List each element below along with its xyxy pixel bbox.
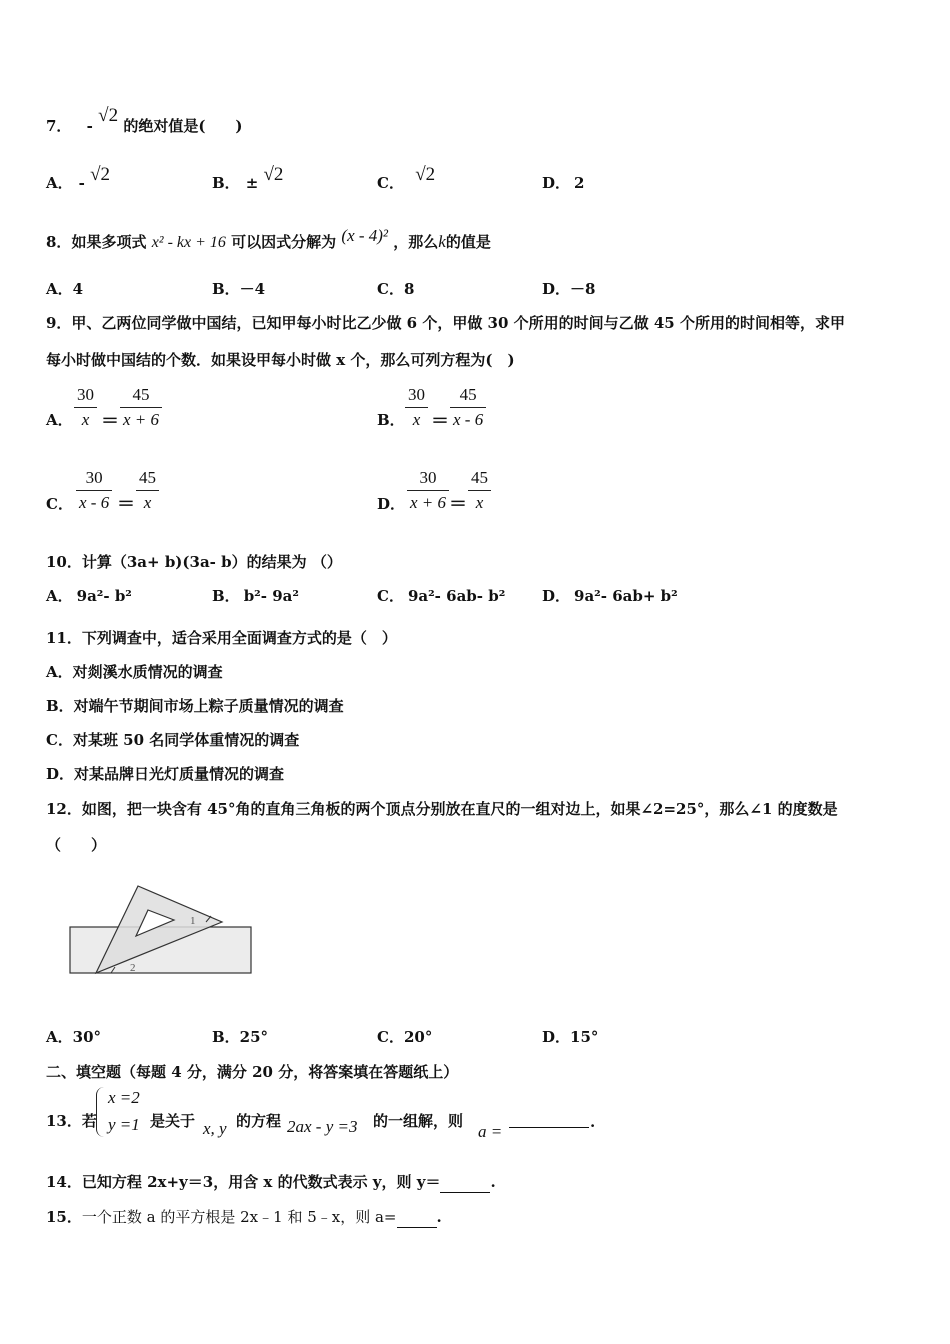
q11-option-a: A．对剡溪水质情况的调查	[46, 663, 223, 681]
answer-blank[interactable]	[440, 1172, 490, 1193]
q9-b-frac1: $\frac{30}{x}$	[405, 383, 428, 432]
q13-num: 13．若	[46, 1112, 97, 1130]
q9-option-b-label: B．	[377, 411, 405, 429]
q8-option-b: B．－4	[212, 280, 266, 298]
answer-blank[interactable]	[509, 1127, 589, 1128]
equals-sign: ＝	[449, 494, 467, 515]
q8-option-d: D．－8	[542, 280, 596, 298]
q12-option-b: B．25°	[212, 1028, 269, 1046]
q9-c-frac2: $\frac{45}{x}$	[136, 466, 159, 515]
q7-stem: 7． - √2 的绝对值是( )	[46, 105, 243, 135]
q9-stem-line2: 每小时做中国结的个数．如果设甲每小时做 x 个，那么可列方程为( )	[46, 351, 515, 369]
q9-b-frac2: $\frac{45}{x - 6}$	[450, 383, 486, 432]
q7-option-d: D． 2	[542, 174, 585, 192]
system-brace	[96, 1087, 105, 1137]
q10-option-a: A． 9a²- b²	[46, 587, 132, 605]
section-title: 二、填空题（每题 4 分，满分 20 分，将答案填在答题纸上）	[46, 1063, 459, 1081]
q13-a: a =	[478, 1122, 503, 1141]
q10-option-b: B． b²- 9a²	[212, 587, 299, 605]
q11-option-c: C．对某班 50 名同学体重情况的调查	[46, 731, 300, 749]
angle-label-1: 1	[190, 915, 196, 927]
q9-d-frac2: $\frac{45}{x}$	[468, 466, 491, 515]
q8-option-c: C．8	[377, 280, 415, 298]
q13-text-1: 是关于	[150, 1112, 196, 1130]
q12-stem-line1: 12．如图，把一块含有 45°角的直角三角板的两个顶点分别放在直尺的一组对边上，如果∠2=25°，那么∠1 的度数是	[46, 800, 838, 818]
q15-stem: 15．一个正数 a 的平方根是 2x﹣1 和 5﹣x，则 a= .	[46, 1208, 442, 1226]
q11-option-b: B．对端午节期间市场上粽子质量情况的调查	[46, 697, 344, 715]
angle-label-2: 2	[130, 962, 136, 974]
q9-d-frac1: $\frac{30}{x + 6}$	[407, 466, 449, 515]
answer-blank[interactable]	[397, 1207, 437, 1228]
q9-stem-line1: 9．甲、乙两位同学做中国结，已知甲每小时比乙少做 6 个，甲做 30 个所用的时间与乙做 45 个所用的时间相等，求甲	[46, 314, 845, 332]
system-line-2: y =1	[108, 1115, 140, 1134]
q12-stem-line2: （ ）	[46, 836, 107, 854]
q14-stem: 14．已知方程 2x+y＝3，用含 x 的代数式表示 y，则 y＝ .	[46, 1173, 496, 1191]
q13-equation: 2ax - y =3	[287, 1117, 358, 1136]
q7-option-c: C． √2	[377, 164, 436, 192]
equals-sign: ＝	[101, 411, 119, 432]
q8-option-a: A．4	[46, 280, 84, 298]
equals-sign: ＝	[431, 411, 449, 432]
q13-text-3: 的一组解，则	[373, 1112, 464, 1130]
q11-stem: 11．下列调查中，适合采用全面调查方式的是（ ）	[46, 629, 397, 647]
q9-option-a-label: A．	[46, 411, 73, 429]
q13-text-2: 的方程	[236, 1112, 282, 1130]
q12-option-d: D．15°	[542, 1028, 599, 1046]
q12-option-c: C．20°	[377, 1028, 433, 1046]
q11-option-d: D．对某品牌日光灯质量情况的调查	[46, 765, 285, 783]
q13-vars: x, y	[203, 1119, 227, 1138]
q12-option-a: A．30°	[46, 1028, 102, 1046]
q8-stem: 8．如果多项式 x² - kx + 16 可以因式分解为 (x - 4)² ，那么k的值是	[46, 226, 491, 251]
q9-option-c-label: C．	[46, 495, 73, 513]
system-line-1: x =2	[108, 1088, 140, 1107]
q9-c-frac1: $\frac{30}{x - 6}$	[76, 466, 112, 515]
ruler-triangle-figure	[66, 880, 258, 980]
q10-option-c: C． 9a²- 6ab- b²	[377, 587, 506, 605]
equals-sign: ＝	[117, 494, 135, 515]
q7-option-a: A． - √2	[46, 164, 111, 192]
q9-a-frac2: $\frac{45}{x + 6}$	[120, 383, 162, 432]
q9-option-d-label: D．	[377, 495, 406, 513]
q7-option-b: B． ± √2	[212, 164, 284, 192]
q10-stem: 10．计算（3a+ b)(3a- b）的结果为 （）	[46, 553, 342, 571]
q13-end: .	[590, 1113, 596, 1131]
q9-a-frac1: $\frac{30}{x}$	[74, 383, 97, 432]
q10-option-d: D． 9a²- 6ab+ b²	[542, 587, 678, 605]
